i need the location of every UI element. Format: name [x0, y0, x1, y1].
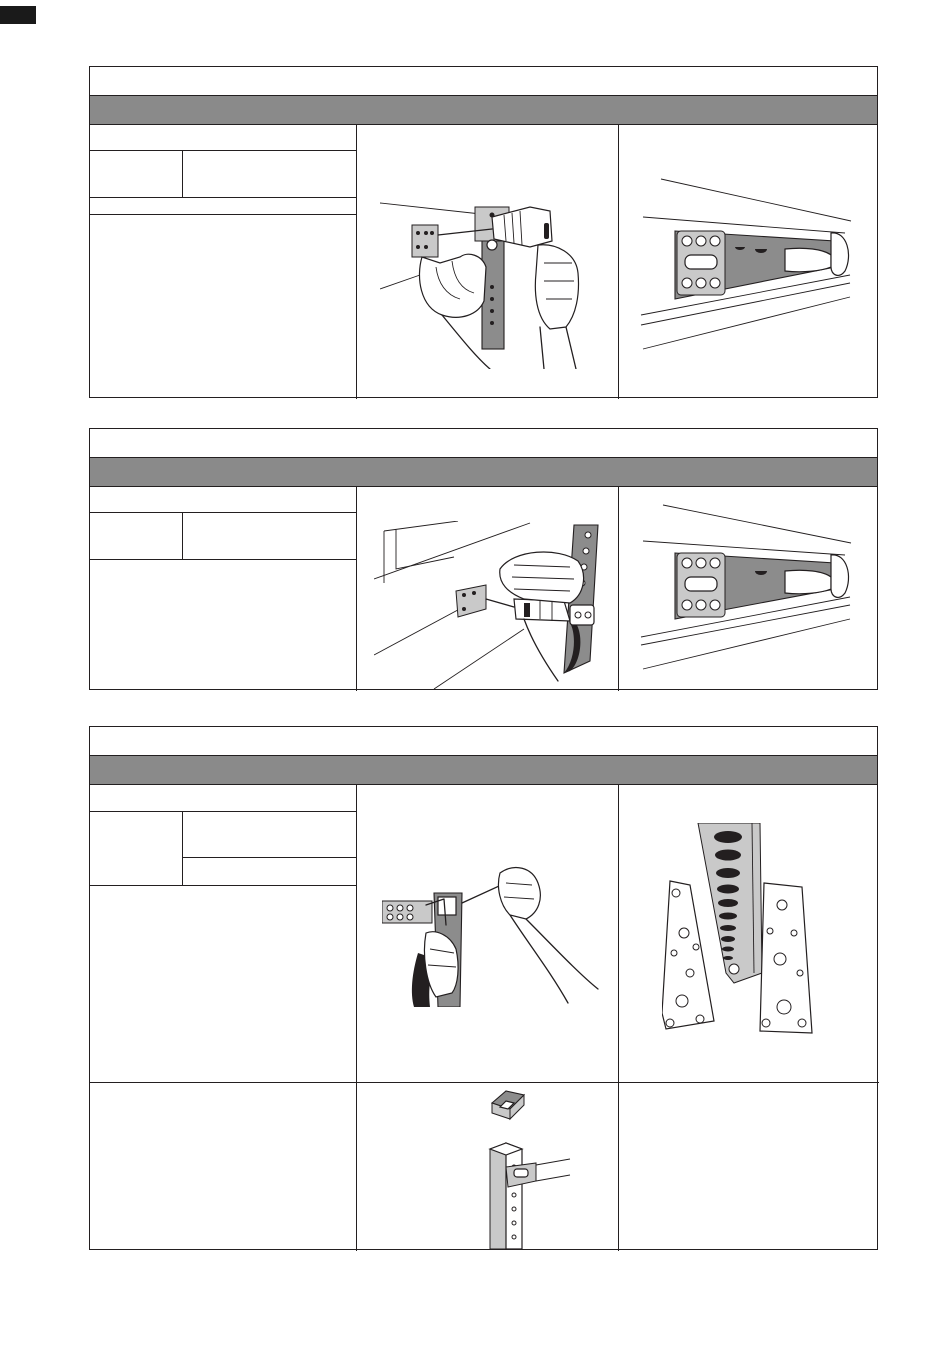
- page-corner-tab: [0, 6, 36, 24]
- divider: [618, 124, 619, 399]
- divider: [182, 811, 183, 885]
- section-step-2: [89, 428, 878, 690]
- divider: [90, 559, 356, 560]
- divider: [182, 150, 183, 197]
- divider: [90, 1082, 879, 1083]
- screwdriver-fixing-bracket-icon: [374, 521, 606, 689]
- end-cap-fitting-icon: [474, 1087, 574, 1249]
- section-grey-band: [90, 96, 877, 125]
- section-grey-band: [90, 458, 877, 487]
- section-step-3: [89, 726, 878, 1250]
- section-grey-band: [90, 756, 877, 785]
- divider: [356, 486, 357, 691]
- hand-drill-fixing-bracket-icon: [380, 197, 600, 369]
- divider: [182, 857, 356, 858]
- divider: [90, 214, 356, 215]
- section-title-bar: [90, 429, 877, 458]
- divider: [90, 150, 356, 151]
- divider: [618, 784, 619, 1251]
- section-title-bar: [90, 67, 877, 96]
- rail-joint-plates-icon: [662, 823, 822, 1039]
- divider: [90, 811, 356, 812]
- bracket-attached-to-rail-icon: [635, 175, 860, 365]
- divider: [356, 784, 357, 1251]
- divider: [90, 512, 356, 513]
- divider: [618, 486, 619, 691]
- bracket-attached-to-rail-icon: [635, 499, 860, 679]
- divider: [356, 124, 357, 399]
- divider: [182, 512, 183, 559]
- section-title-bar: [90, 727, 877, 756]
- divider: [90, 197, 356, 198]
- divider: [90, 885, 356, 886]
- section-step-1: [89, 66, 878, 398]
- hex-key-bolting-bracket-icon: [382, 863, 607, 1007]
